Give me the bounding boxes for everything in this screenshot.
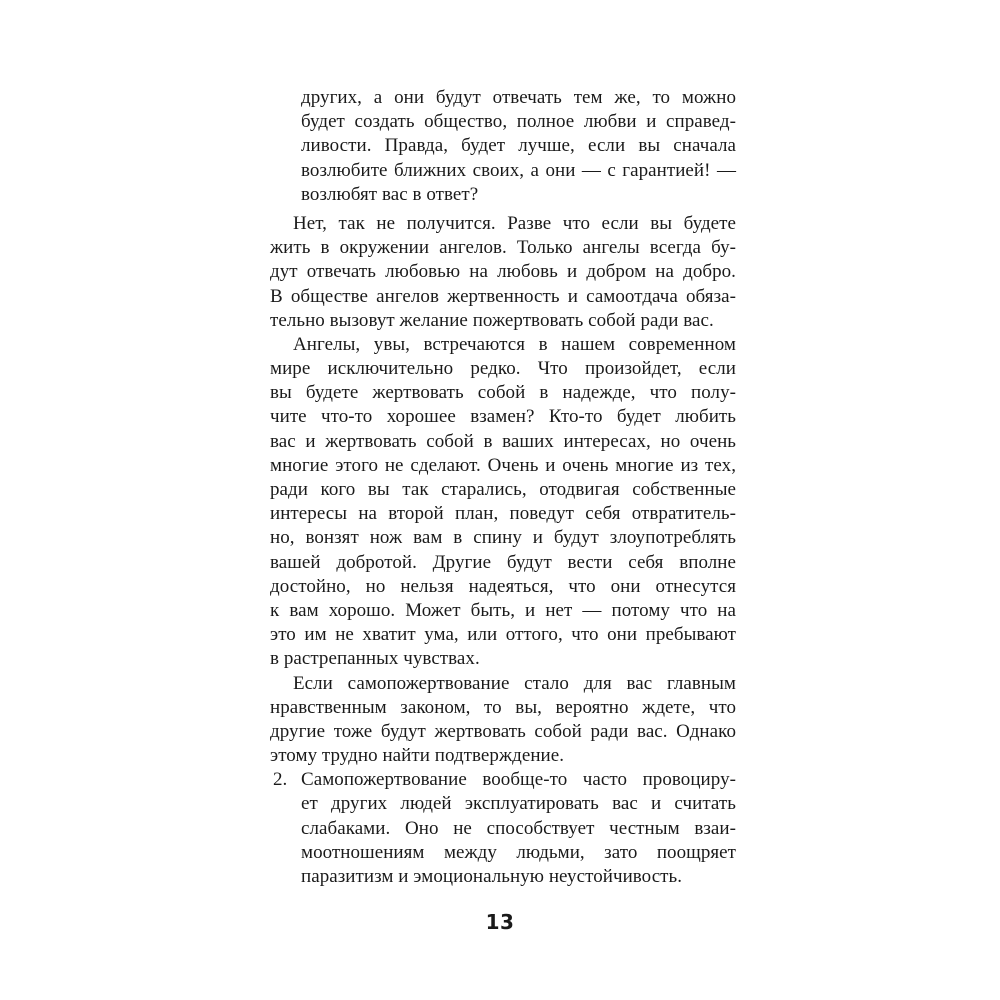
- text-line: слабаками. Оно не способствует честным взаи-: [301, 817, 736, 839]
- text-line: В обществе ангелов жертвенность и самоотдача обяза-: [270, 285, 736, 307]
- page-number: 13: [485, 910, 515, 934]
- quote-block: [270, 86, 736, 207]
- text-line: возлюбите ближних своих, а они — с гарантией! —: [301, 159, 736, 181]
- text-line: нравственным законом, то вы, вероятно ждете, что: [270, 696, 736, 718]
- text-line: Нет, так не получится. Разве что если вы будете: [293, 212, 736, 234]
- text-line: дут отвечать любовью на любовь и добром на добро.: [270, 261, 736, 283]
- text-line: тельно вызовут желание пожертвовать собой ради вас.: [270, 309, 714, 331]
- text-line: этому трудно найти подтверждение.: [270, 745, 565, 767]
- text-line: других, а они будут отвечать тем же, то можно: [301, 87, 736, 108]
- text-line: паразитизм и эмоциональную неустойчивость.: [301, 866, 683, 887]
- text-line: вашей добротой. Другие будут вести себя вполне: [270, 551, 736, 573]
- text-line: многие этого не сделают. Очень и очень многие из тех,: [270, 454, 736, 476]
- list-item: [270, 768, 736, 889]
- text-line: вы будете жертвовать собой в надежде, что полу-: [270, 382, 736, 404]
- paragraph: [270, 333, 736, 672]
- text-line: ради кого вы так старались, отодвигая собственные: [270, 479, 736, 500]
- text-line: интересы на второй план, поведут себя отвратитель-: [270, 503, 736, 525]
- body-text: [270, 86, 736, 889]
- text-line: к вам хорошо. Может быть, и нет — потому что на: [270, 599, 736, 621]
- text-line: но, вонзят нож вам в спину и будут злоупотреблять: [270, 527, 736, 549]
- text-line: жить в окружении ангелов. Только ангелы всегда бу-: [270, 237, 736, 259]
- text-line: ет других людей эксплуатировать вас и считать: [301, 793, 736, 815]
- text-line: Ангелы, увы, встречаются в нашем современном: [293, 333, 736, 355]
- text-line: чите что-то хорошее взамен? Кто-то будет любить: [270, 406, 736, 428]
- text-line: другие тоже будут жертвовать собой ради вас. Однако: [270, 720, 736, 742]
- text-line: мире исключительно редко. Что произойдет, если: [270, 358, 736, 380]
- text-line: будет создать общество, полное любви и справед-: [301, 111, 736, 133]
- text-line: Если самопожертвование стало для вас главным: [293, 672, 736, 694]
- paragraph: [270, 212, 736, 333]
- text-line: в растрепанных чувствах.: [270, 648, 480, 670]
- text-line: моотношениям между людьми, зато поощряет: [301, 841, 736, 863]
- text-line: ливости. Правда, будет лучше, если вы сначала: [301, 135, 736, 157]
- paragraph: [270, 672, 736, 769]
- text-line: возлюбят вас в ответ?: [301, 183, 479, 205]
- text-line: достойно, но нельзя надеяться, что они отнесутся: [270, 575, 736, 597]
- text-line: это им не хватит ума, или оттого, что они пребывают: [270, 624, 736, 646]
- text-line: Самопожертвование вообще-то часто провоциру-: [301, 769, 736, 791]
- list-number: 2.: [273, 769, 288, 791]
- text-line: вас и жертвовать собой в ваших интересах, но очень: [270, 430, 736, 452]
